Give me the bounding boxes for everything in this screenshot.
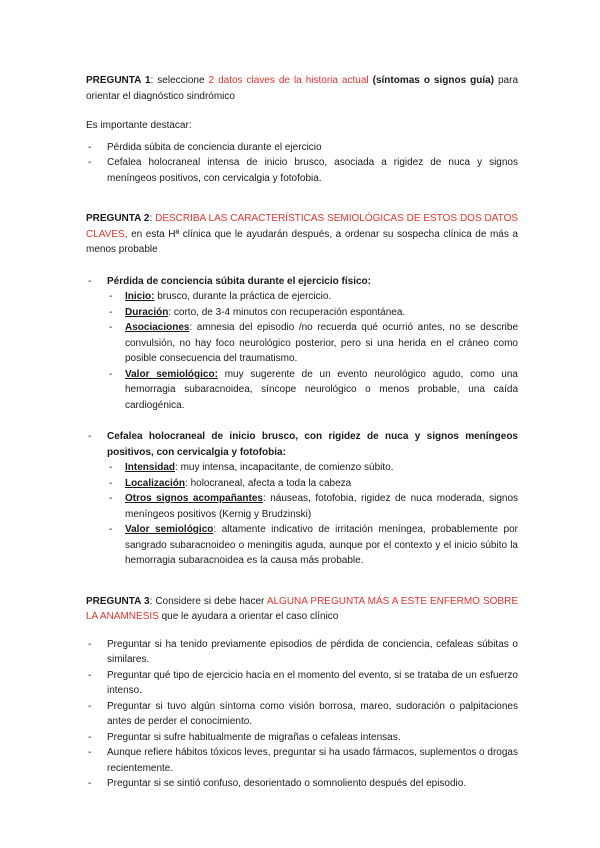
- sublist-item-text: : náuseas, fotofobia, rigidez de nuca moderada, signos meníngeos positivos (Kernig y Brudzinski): [125, 493, 519, 520]
- question-2-highlight: DESCRIBA LAS CARACTERÍSTICAS SEMIOLÓGICAS DE ESTOS DOS DATOS CLAVES: [86, 213, 519, 240]
- sublist-item-label: Localización: [125, 477, 186, 489]
- question-3-text: : Considere si debe hacer: [149, 595, 267, 607]
- sublist-item: [107, 305, 518, 321]
- question-2-text: :: [149, 213, 156, 224]
- question-2-list: [86, 274, 518, 414]
- sublist-item-text: brusco, durante la práctica de ejercicio.: [154, 291, 332, 302]
- sublist-item: [107, 320, 518, 367]
- sublist-item-label: Valor semiológico:: [125, 368, 218, 380]
- sublist-item-label: Duración: [125, 306, 169, 318]
- question-1-list: [86, 140, 518, 187]
- question-1-text-end: para orientar el diagnóstico sindrómico: [86, 75, 519, 102]
- sublist-item-label: Otros signos acompañantes: [125, 493, 263, 504]
- list-item-text: Preguntar si sufre habitualmente de migrañas o cefaleas intensas.: [107, 731, 401, 743]
- list-item: [86, 745, 518, 776]
- block-1-sublist: [107, 289, 518, 413]
- sublist-item-label: Valor semiológico: [125, 524, 214, 535]
- sublist-item-label: Asociaciones: [125, 322, 190, 333]
- list-item-text: Preguntar si ha tenido previamente episodios de pérdida de conciencia, cefaleas súbitas o similares.: [107, 638, 518, 665]
- sublist-item-label: Intensidad: [125, 462, 176, 473]
- question-1-text: : seleccione: [150, 75, 209, 86]
- list-item-text: Aunque refiere hábitos tóxicos leves, preguntar si ha usado fármacos, suplementos o drogas recientemente.: [107, 747, 518, 774]
- question-2-text-end: , en esta Hª clínica que le ayudarán después, a ordenar su sospecha clínica de más a menos probable: [86, 228, 518, 255]
- question-1-intro: Es importante destacar:: [86, 120, 192, 131]
- sublist-item: [107, 476, 518, 492]
- sublist-item: [107, 491, 518, 522]
- question-1-heading: [86, 73, 518, 104]
- sublist-item: [107, 367, 518, 414]
- question-3-label: PREGUNTA 3: [86, 595, 150, 607]
- question-2-label: PREGUNTA 2: [86, 213, 150, 224]
- sublist-item-text: : corto, de 3-4 minutos con recuperación espontánea.: [168, 306, 406, 318]
- sublist-item-label: Inicio:: [125, 291, 155, 302]
- list-item-text: Cefalea holocraneal intensa de inicio brusco, asociada a rigidez de nuca y signos meníngeos positivos, con cervicalgia y fotofobia.: [107, 157, 518, 184]
- block-2-heading: - Cefalea holocraneal de inicio brusco, con rigidez de nuca y signos meníngeos positivos, con cervicalgia y fotofobia:: [107, 431, 518, 458]
- sublist-item: [107, 289, 518, 305]
- question-2-heading: [86, 211, 518, 258]
- list-item-text: Preguntar qué tipo de ejercicio hacía en el momento del evento, si se trataba de un esfuerzo intenso.: [107, 669, 518, 696]
- sublist-item: [107, 460, 518, 476]
- sublist-item: [107, 522, 518, 569]
- block-1-heading: Pérdida de conciencia súbita durante el ejercicio físico:: [107, 275, 371, 287]
- question-1-bold: (síntomas o signos guía): [372, 75, 495, 86]
- sublist-item-text: : amnesia del episodio /no recuerda qué ocurrió antes, no se describe convulsión, no hay foco neurológico posterior, pero si una herida en el cráneo como posible consecuencia del traumatismo.: [125, 322, 518, 364]
- question-3-heading: [86, 594, 518, 625]
- question-3-list: [86, 637, 518, 792]
- list-item: [86, 776, 518, 792]
- list-item: [86, 140, 518, 156]
- list-item: [86, 730, 518, 746]
- list-item: [86, 637, 518, 668]
- sublist-item-text: : altamente indicativo de irritación meníngea, probablemente por sangrado subaracnoideo o meningitis aguda, aunque por el contexto y el inicio súbito la hemorragia subaracnoidea es la causa más probable.: [125, 524, 518, 566]
- question-2-list-2: [86, 429, 518, 569]
- sublist-item-text: : holocraneal, afecta a toda la cabeza: [185, 477, 352, 489]
- list-item: [86, 155, 518, 186]
- block-2-sublist: [107, 460, 518, 569]
- list-item: [86, 699, 518, 730]
- list-item: [86, 274, 518, 414]
- list-item: [86, 668, 518, 699]
- list-item-text: Pérdida súbita de conciencia durante el ejercicio: [107, 141, 322, 153]
- question-3-highlight: ALGUNA PREGUNTA MÁS A ESTE ENFERMO SOBRE LA ANAMNESIS: [86, 595, 518, 622]
- question-1-label: PREGUNTA 1: [86, 75, 151, 86]
- document-body: [86, 73, 518, 792]
- list-item: [86, 429, 518, 569]
- question-3-text-end: que le ayudara a orientar el caso clínico: [158, 611, 339, 622]
- list-item-text: Preguntar si se sintió confuso, desorientado o somnoliento después del episodio.: [107, 778, 467, 789]
- sublist-item-text: : muy intensa, incapacitante, de comienzo súbito.: [175, 462, 394, 473]
- question-1-highlight: 2 datos claves de la historia actual: [208, 75, 369, 86]
- sublist-item-text: muy sugerente de un evento neurológico agudo, como una hemorragia subaracnoidea, síncope neurológico o menos probable, una caída cardiogénica.: [125, 368, 518, 411]
- list-item-text: Preguntar si tuvo algún síntoma como visión borrosa, mareo, sudoración o palpitaciones antes de perder el conocimiento.: [107, 700, 518, 727]
